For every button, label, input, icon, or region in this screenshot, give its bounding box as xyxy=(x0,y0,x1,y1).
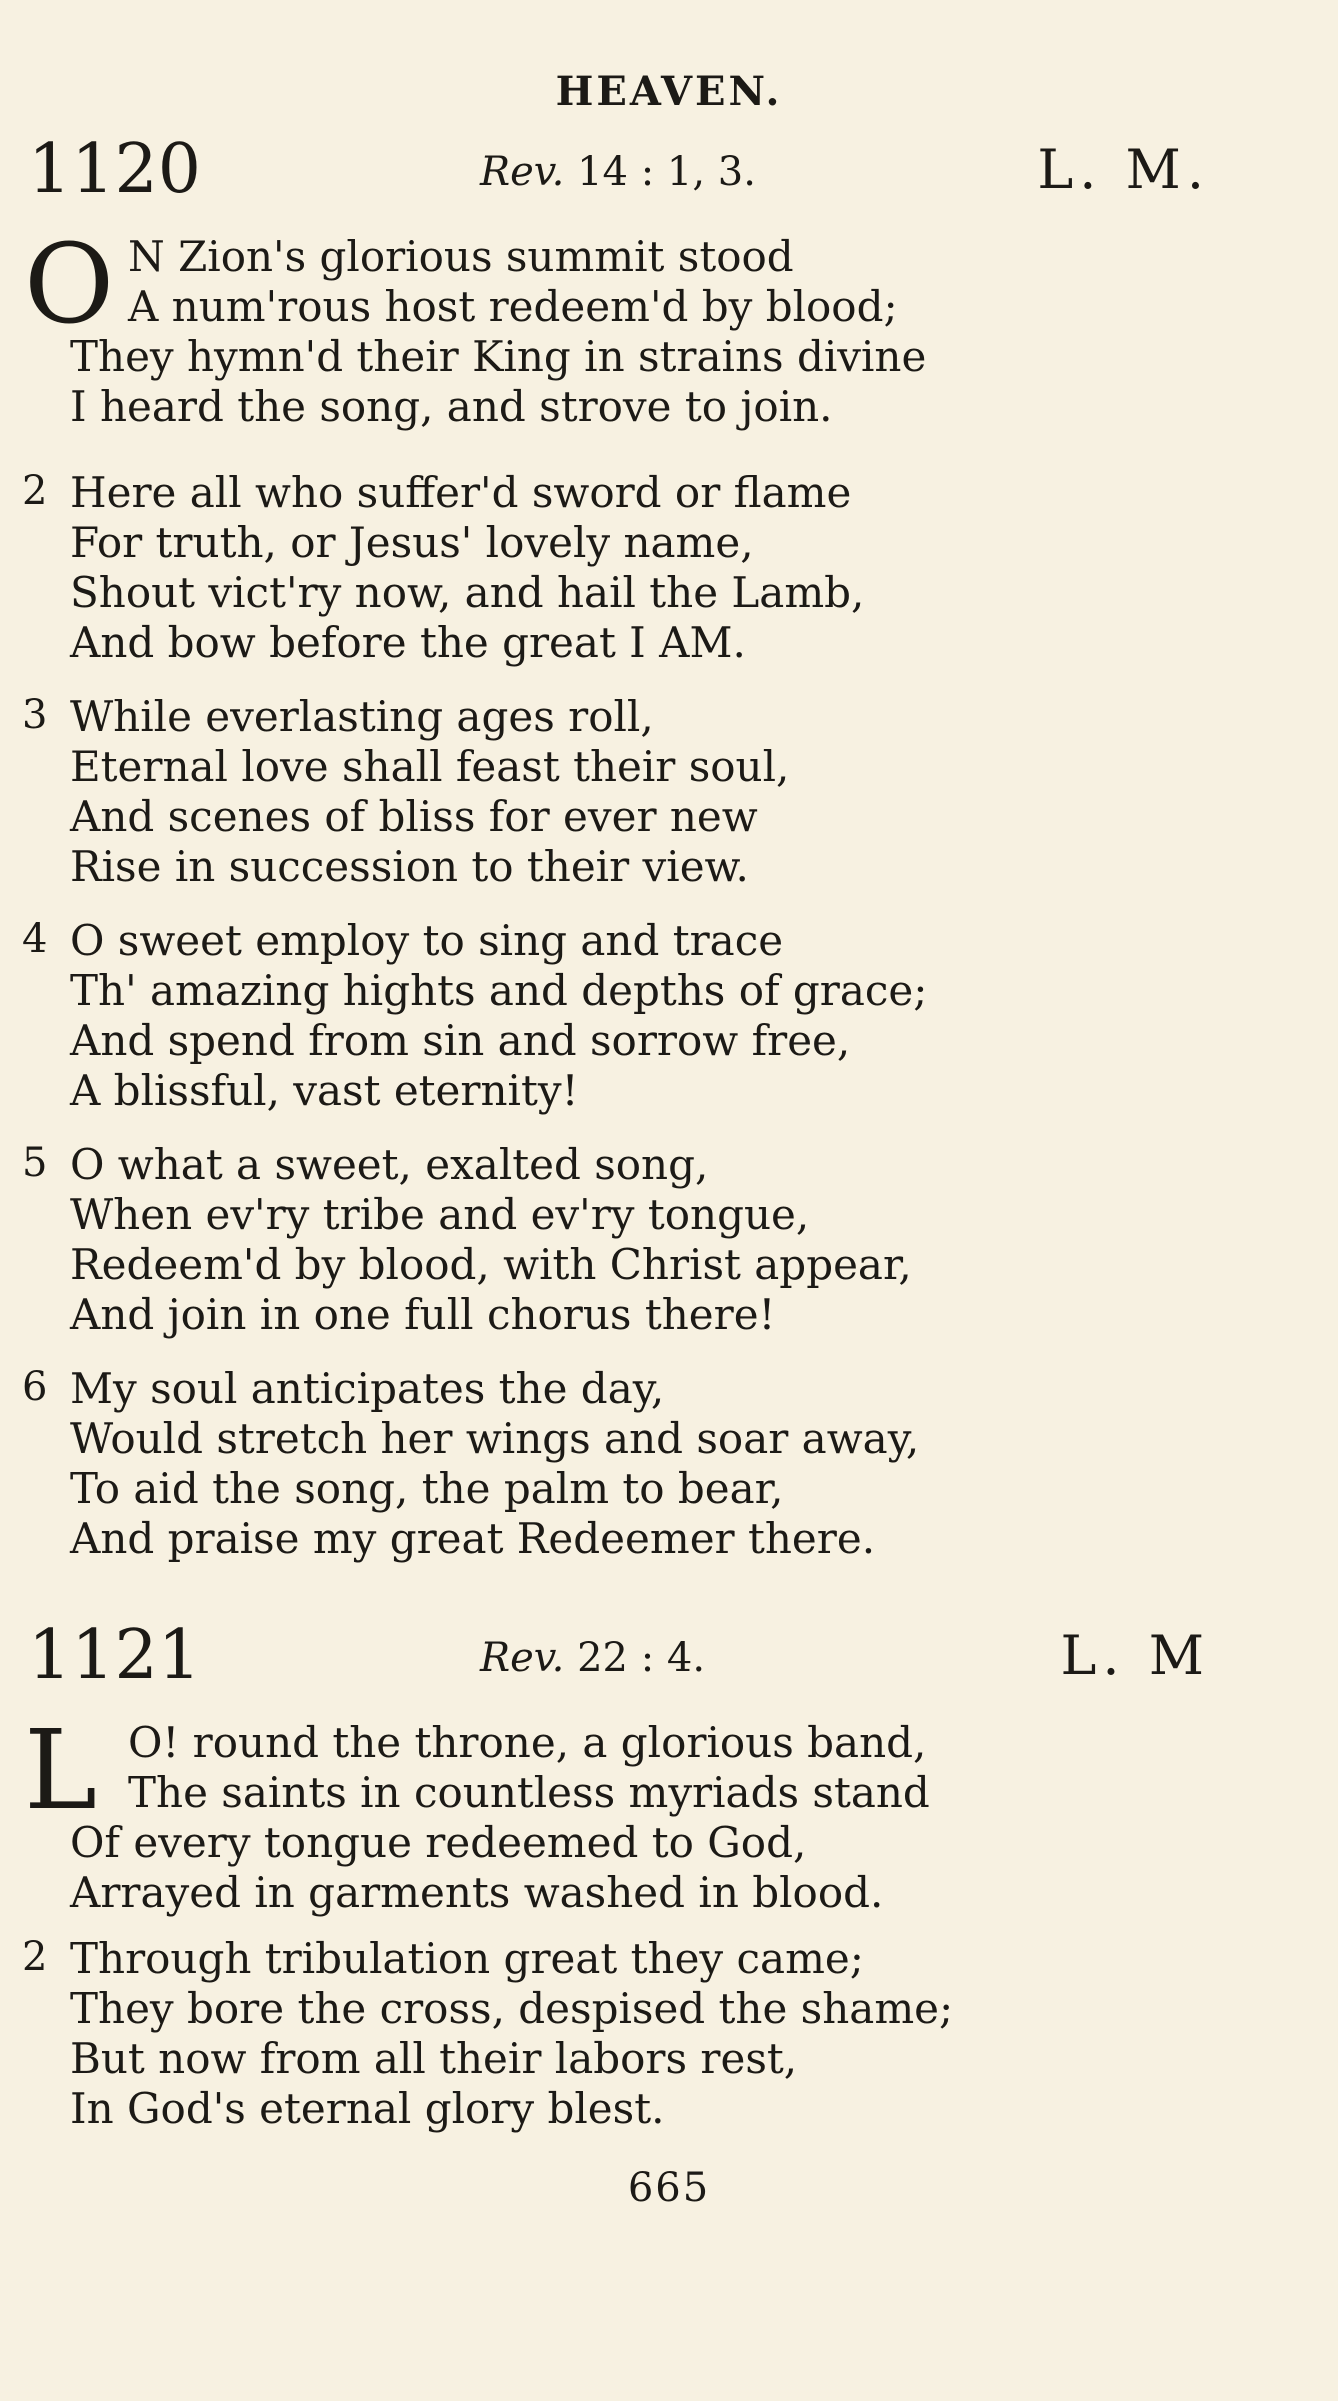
hymn-line: Arrayed in garments washed in blood. xyxy=(70,1868,884,1917)
hymn-line: And praise my great Redeemer there. xyxy=(70,1514,876,1563)
hymn-line: Here all who suffer'd sword or flame xyxy=(70,468,852,517)
stanza-number: 3 xyxy=(22,692,48,738)
hymn-line: N Zion's glorious summit stood xyxy=(128,232,794,281)
stanza-number: 2 xyxy=(22,468,48,514)
hymn-line: In God's eternal glory blest. xyxy=(70,2084,665,2133)
stanza xyxy=(0,1364,1338,1564)
hymn-line: Eternal love shall feast their soul, xyxy=(70,742,790,791)
hymn-line: Shout vict'ry now, and hail the Lamb, xyxy=(70,568,865,617)
hymn-line: Would stretch her wings and soar away, xyxy=(70,1414,920,1463)
stanza xyxy=(0,1140,1338,1340)
hymn-line: But now from all their labors rest, xyxy=(70,2034,798,2083)
hymn-line: My soul anticipates the day, xyxy=(70,1364,665,1413)
hymn-line: And spend from sin and sorrow free, xyxy=(70,1016,851,1065)
stanza xyxy=(0,468,1338,668)
stanza xyxy=(0,1706,1338,1918)
drop-cap: O xyxy=(24,220,115,348)
page-number: 665 xyxy=(627,2165,711,2211)
stanza-number: 2 xyxy=(22,1934,48,1980)
stanza xyxy=(0,916,1338,1116)
hymn-line: Of every tongue redeemed to God, xyxy=(70,1818,807,1867)
hymn-line: And join in one full chorus there! xyxy=(70,1290,776,1339)
reference-verses: 22 : 4. xyxy=(577,1635,706,1681)
hymn-line: O! round the throne, a glorious band, xyxy=(128,1718,927,1767)
hymn-line: I heard the song, and strove to join. xyxy=(70,382,833,431)
stanza xyxy=(0,220,1338,432)
hymn-header xyxy=(0,130,1338,210)
hymn-line: When ev'ry tribe and ev'ry tongue, xyxy=(70,1190,810,1239)
reference-book: Rev. xyxy=(480,149,565,195)
running-head: HEAVEN. xyxy=(555,68,783,115)
reference-verses: 14 : 1, 3. xyxy=(577,149,756,195)
hymn-line: O what a sweet, exalted song, xyxy=(70,1140,709,1189)
hymn-line: Redeem'd by blood, with Christ appear, xyxy=(70,1240,912,1289)
hymn-line: Th' amazing hights and depths of grace; xyxy=(70,966,928,1015)
scripture-reference xyxy=(480,1628,705,1688)
stanza-number: 5 xyxy=(22,1140,48,1186)
hymn-header xyxy=(0,1616,1338,1696)
hymn-meter: L. M xyxy=(1060,1624,1210,1687)
hymn-meter: L. M. xyxy=(1037,138,1210,201)
stanza xyxy=(0,692,1338,892)
hymn-line: And bow before the great I AM. xyxy=(70,618,746,667)
hymn-line: A num'rous host redeem'd by blood; xyxy=(128,282,898,331)
scripture-reference xyxy=(480,142,756,202)
reference-book: Rev. xyxy=(480,1635,565,1681)
stanza-number: 6 xyxy=(22,1364,48,1410)
hymn-line: Through tribulation great they came; xyxy=(70,1934,864,1983)
hymn-line: For truth, or Jesus' lovely name, xyxy=(70,518,754,567)
hymn-line: They hymn'd their King in strains divine xyxy=(70,332,927,381)
hymn-line: While everlasting ages roll, xyxy=(70,692,654,741)
hymn-line: To aid the song, the palm to bear, xyxy=(70,1464,784,1513)
hymn-line: A blissful, vast eternity! xyxy=(70,1066,579,1115)
hymn-line: O sweet employ to sing and trace xyxy=(70,916,784,965)
hymn-line: Rise in succession to their view. xyxy=(70,842,749,891)
hymn-line: They bore the cross, despised the shame; xyxy=(70,1984,954,2033)
stanza xyxy=(0,1934,1338,2134)
drop-cap: L xyxy=(24,1706,98,1834)
hymn-number: 1120 xyxy=(28,130,202,209)
hymn-line: The saints in countless myriads stand xyxy=(128,1768,930,1817)
hymn-number: 1121 xyxy=(28,1616,202,1695)
stanza-number: 4 xyxy=(22,916,48,962)
hymn-line: And scenes of bliss for ever new xyxy=(70,792,758,841)
